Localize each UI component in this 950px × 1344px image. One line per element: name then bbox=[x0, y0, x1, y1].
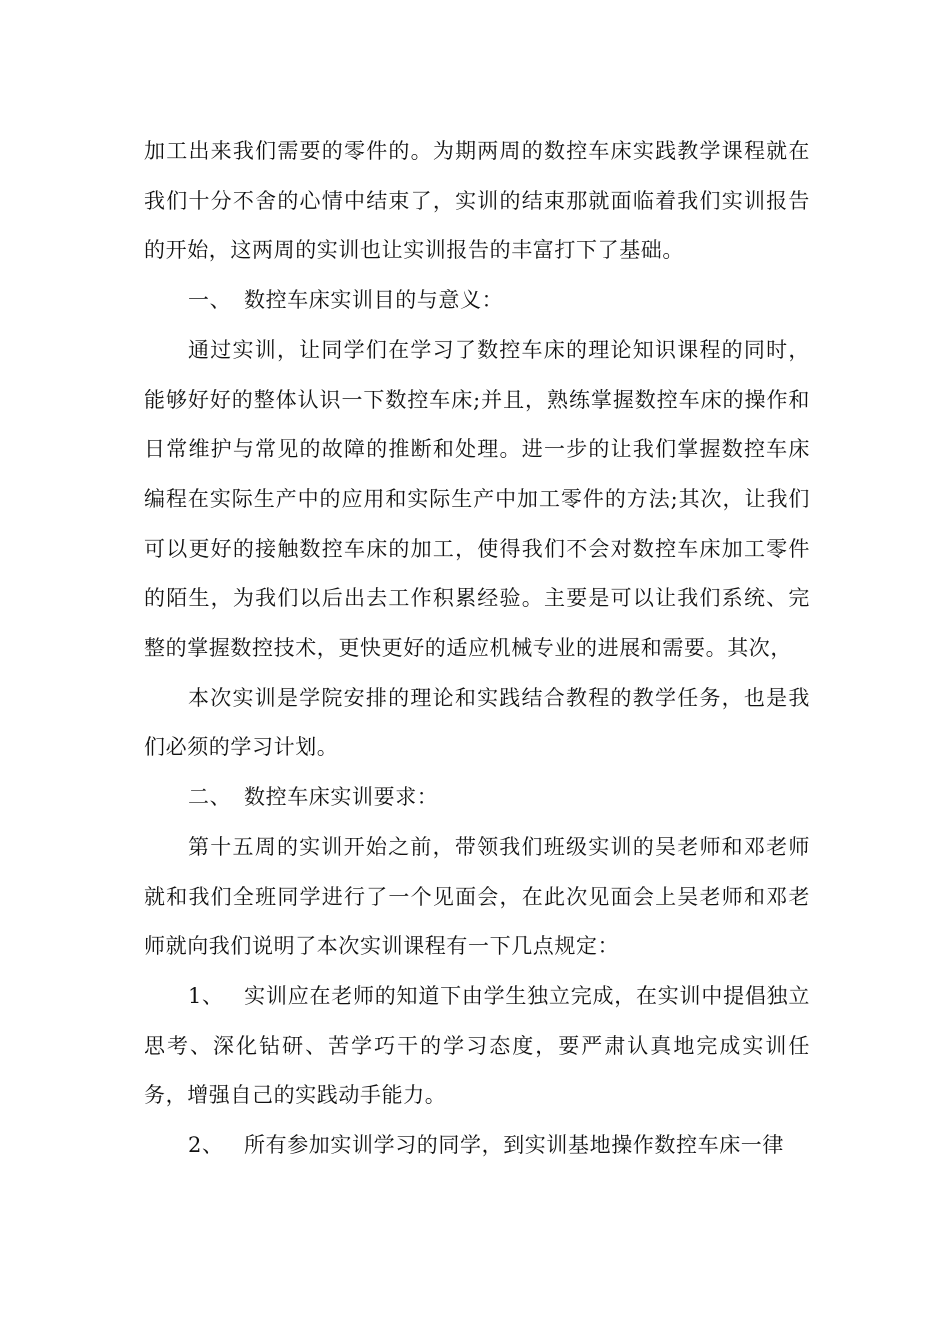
list-number: 2、 bbox=[188, 1133, 224, 1158]
paragraph-intro: 加工出来我们需要的零件的。为期两周的数控车床实践教学课程就在我们十分不舍的心情中结束了，实训的结束那就面临着我们实训报告的开始，这两周的实训也让实训报告的丰富打下了基础。 bbox=[144, 139, 810, 263]
section-title: 数控车床实训目的与意义： bbox=[244, 288, 504, 313]
section-number: 二、 bbox=[188, 785, 232, 810]
list-number: 1、 bbox=[188, 983, 224, 1008]
paragraph-purpose: 通过实训，让同学们在学习了数控车床的理论知识课程的同时，能够好好的整体认识一下数控车床;并且，熟练掌握数控车床的操作和日常维护与常见的故障的推断和处理。进一步的让我们掌握数控车床编程在实际生产中的应用和实际生产中加工零件的方法;其次，让我们可以更好的接触数控车床的加工，使得我们不会对数控车床加工零件的陌生，为我们以后出去工作积累经验。主要是可以让我们系统、完整的掌握数控技术，更快更好的适应机械专业的进展和需要。其次， bbox=[144, 337, 810, 661]
list-text: 所有参加实训学习的同学，到实训基地操作数控车床一律 bbox=[244, 1133, 784, 1158]
section-title: 数控车床实训要求： bbox=[244, 785, 439, 810]
paragraph-requirements: 第十五周的实训开始之前，带领我们班级实训的吴老师和邓老师就和我们全班同学进行了一个见面会，在此次见面会上吴老师和邓老师就向我们说明了本次实训课程有一下几点规定： bbox=[144, 834, 810, 959]
list-item-1 bbox=[144, 972, 810, 1121]
section-number: 一、 bbox=[188, 288, 232, 313]
paragraph-plan: 本次实训是学院安排的理论和实践结合教程的教学任务，也是我们必须的学习计划。 bbox=[144, 685, 810, 760]
list-text: 实训应在老师的知道下由学生独立完成，在实训中提倡独立思考、深化钻研、苦学巧干的学习态度，要严肃认真地完成实训任务，增强自己的实践动手能力。 bbox=[144, 983, 810, 1108]
list-item-2 bbox=[144, 1121, 810, 1171]
section-heading-2 bbox=[144, 773, 810, 823]
document-body bbox=[144, 127, 810, 1171]
section-heading-1 bbox=[144, 276, 810, 326]
